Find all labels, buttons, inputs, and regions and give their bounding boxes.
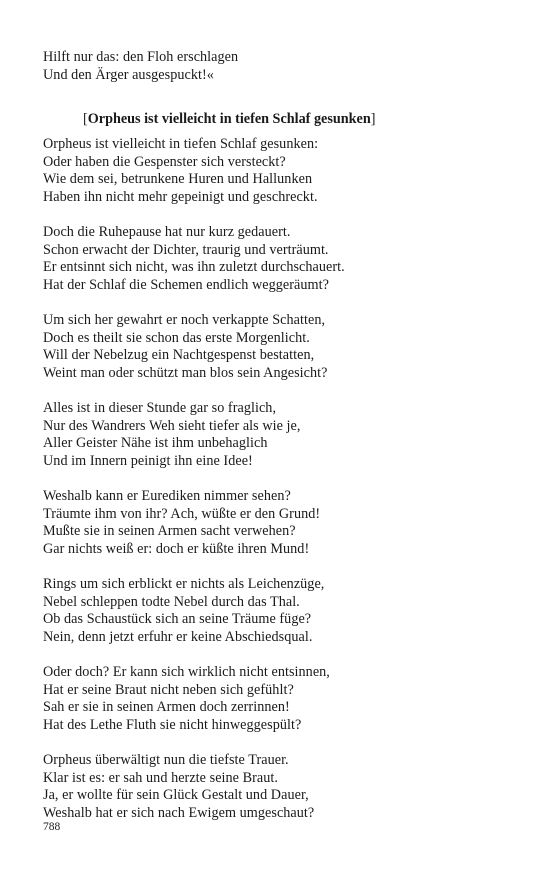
verse-line: Sah er sie in seinen Armen doch zerrinnen! [43,699,290,716]
stanza [43,752,513,822]
stanza [43,664,513,734]
verse-line: Mußte sie in seinen Armen sacht verwehen? [43,523,296,540]
stanza [43,400,513,470]
poem-heading [83,110,513,128]
verse-line: Nebel schleppen todte Nebel durch das Thal. [43,593,300,610]
verse-line: Alles ist in dieser Stunde gar so fraglich, [43,400,277,417]
page-number: 788 [43,821,61,833]
heading-open-bracket: [ [83,111,88,128]
verse-line: Ob das Schaustück sich an seine Träume füge? [43,611,312,628]
verse-line: Weshalb kann er Eurediken nimmer sehen? [43,488,291,505]
verse-line: Schon erwacht der Dichter, traurig und verträumt. [43,241,329,258]
poem-page [43,49,513,840]
stanza [43,224,513,294]
stanza [43,576,513,646]
verse-line: Und im Innern peinigt ihn eine Idee! [43,452,253,469]
verse-line: Ja, er wollte für sein Glück Gestalt und Dauer, [43,787,309,804]
verse-line: Doch es theilt sie schon das erste Morgenlicht. [43,329,310,346]
verse-line: Oder haben die Gespenster sich versteckt? [43,153,286,170]
verse-line: Doch die Ruhepause hat nur kurz gedauert. [43,224,291,241]
stanza [43,136,513,206]
verse-line: Wie dem sei, betrunkene Huren und Hallunken [43,171,313,188]
verse-line: Will der Nebelzug ein Nachtgespenst bestatten, [43,347,315,364]
verse-line: Er entsinnt sich nicht, was ihn zuletzt durchschauert. [43,259,345,276]
intro-line: Hilft nur das: den Floh erschlagen [43,49,239,65]
verse-line: Hat der Schlaf die Schemen endlich weggeräumt? [43,276,329,293]
verse-line: Um sich her gewahrt er noch verkappte Schatten, [43,312,326,329]
verse-line: Orpheus überwältigt nun die tiefste Trauer. [43,751,289,768]
verse-line: Rings um sich erblickt er nichts als Leichenzüge, [43,576,325,593]
poem-stanzas [43,136,513,822]
verse-line: Gar nichts weiß er: doch er küßte ihren Mund! [43,540,310,557]
intro-lines [43,49,513,84]
heading-title: Orpheus ist vielleicht in tiefen Schlaf gesunken [87,111,371,128]
verse-line: Orpheus ist vielleicht in tiefen Schlaf gesunken: [43,136,319,153]
verse-line: Klar ist es: er sah und herzte seine Braut. [43,769,278,786]
heading-close-bracket: ] [370,111,376,128]
verse-line: Nein, denn jetzt erfuhr er keine Abschiedsqual. [43,628,313,645]
intro-line: Und den Ärger ausgespuckt!« [43,66,214,83]
verse-line: Hat er seine Braut nicht neben sich gefühlt? [43,681,294,698]
verse-line: Nur des Wandrers Weh sieht tiefer als wie je, [43,417,301,434]
stanza [43,312,513,382]
stanza [43,488,513,558]
verse-line: Weshalb hat er sich nach Ewigem umgeschaut? [43,804,315,821]
verse-line: Träumte ihm von ihr? Ach, wüßte er den Grund! [43,505,321,522]
verse-line: Aller Geister Nähe ist ihm unbehaglich [43,435,268,452]
verse-line: Weint man oder schützt man blos sein Angesicht? [43,364,328,381]
verse-line: Oder doch? Er kann sich wirklich nicht entsinnen, [43,664,330,680]
verse-line: Haben ihn nicht mehr gepeinigt und geschreckt. [43,188,318,205]
verse-line: Hat des Lethe Fluth sie nicht hinweggespült? [43,716,302,733]
